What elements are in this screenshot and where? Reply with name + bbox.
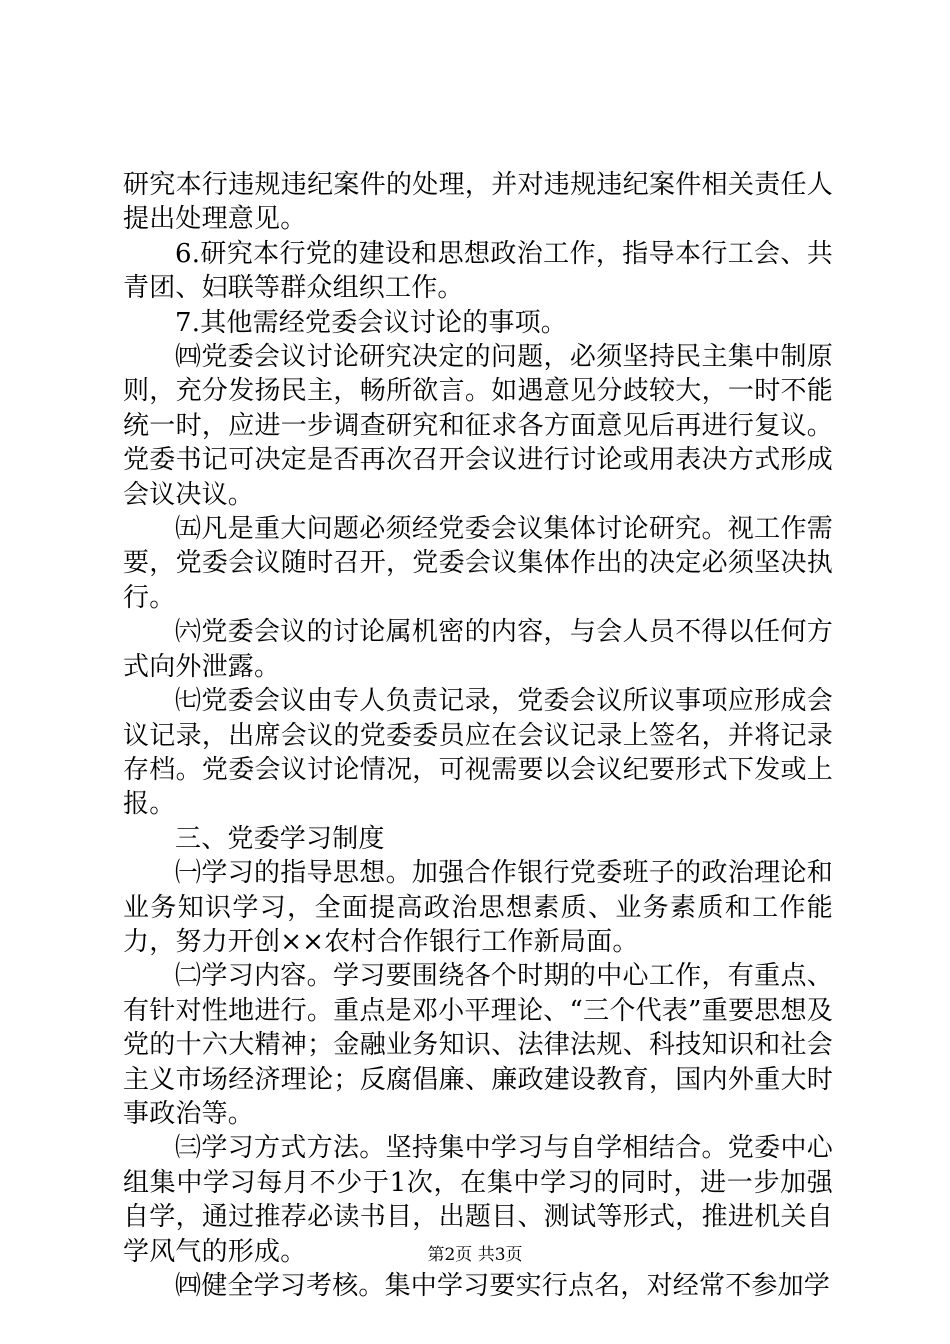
paragraph: 7.其他需经党委会议讨论的事项。 xyxy=(175,307,568,338)
paragraph: ㈡学习内容。学习要围绕各个时期的中心工作，有重点、有针对性地进行。重点是邓小平理论、“三个代表”重要思想及党的十六大精神；金融业务知识、法律法规、科技知识和社会主义市场经济理论；反腐倡廉、廉政建设教育，国内外重大时事政治等。 xyxy=(123,961,833,1129)
paragraph: ㈦党委会议由专人负责记录，党委会议所议事项应形成会议记录，出席会议的党委委员应在会议记录上签名，并将记录存档。党委会议讨论情况，可视需要以会议纪要形式下发或上报。 xyxy=(123,686,833,820)
paragraph: ㈣健全学习考核。集中学习要实行点名，对经常不参加学 xyxy=(175,1271,831,1301)
document-body xyxy=(123,168,833,1303)
paragraph: ㈢学习方式方法。坚持集中学习与自学相结合。党委中心组集中学习每月不少于1次，在集中学习的同时，进一步加强自学，通过推荐必读书目，出题目、测试等形式，推进机关自学风气的形成。 xyxy=(123,1133,833,1267)
paragraph: ㈥党委会议的讨论属机密的内容，与会人员不得以任何方式向外泄露。 xyxy=(123,617,833,682)
paragraph: ㈤凡是重大问题必须经党委会议集体讨论研究。视工作需要，党委会议随时召开，党委会议集体作出的决定必须坚决执行。 xyxy=(123,514,833,613)
paragraph: ㈠学习的指导思想。加强合作银行党委班子的政治理论和业务知识学习，全面提高政治思想素质、业务素质和工作能力，努力开创××农村合作银行工作新局面。 xyxy=(123,858,833,957)
paragraph: 研究本行违规违纪案件的处理，并对违规违纪案件相关责任人提出处理意见。 xyxy=(123,170,833,235)
page-footer: 第2页 共3页 xyxy=(427,1245,523,1265)
paragraph: ㈣党委会议讨论研究决定的问题，必须坚持民主集中制原则，充分发扬民主，畅所欲言。如遇意见分歧较大，一时不能统一时，应进一步调查研究和征求各方面意见后再进行复议。党委书记可决定是否再次召开会议进行讨论或用表决方式形成会议决议。 xyxy=(123,342,833,510)
section-heading: 三、党委学习制度 xyxy=(175,823,385,854)
paragraph: 6.研究本行党的建设和思想政治工作，指导本行工会、共青团、妇联等群众组织工作。 xyxy=(123,238,833,304)
